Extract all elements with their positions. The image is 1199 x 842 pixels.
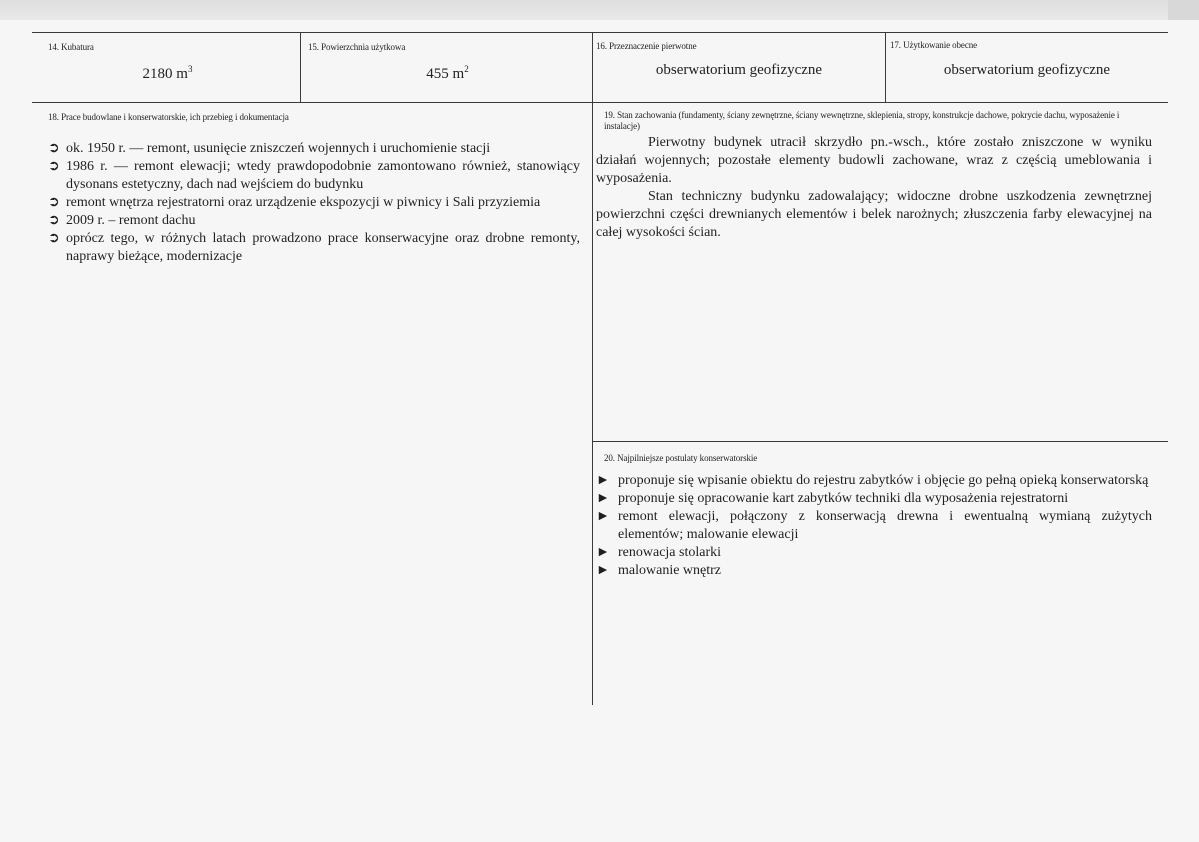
col-divider-1 xyxy=(300,32,301,102)
list-item: ► proponuje się opracowanie kart zabytków techniki dla wyposażenia rejestratorni xyxy=(596,491,1069,506)
triangle-right-icon: ► xyxy=(596,563,610,578)
curved-arrow-icon: ➲ xyxy=(48,159,60,174)
field-16-label: 16. Przeznaczenie pierwotne xyxy=(596,41,697,51)
triangle-right-icon: ► xyxy=(596,509,610,524)
list-item: ➲ oprócz tego, w różnych latach prowadzono prace konserwacyjne oraz drobne remonty, naprawy bieżące, modernizacje xyxy=(48,231,580,264)
triangle-right-icon: ► xyxy=(596,473,610,488)
field-15-label: 15. Powierzchnia użytkowa xyxy=(308,42,406,52)
field-16-value: obserwatorium geofizyczne xyxy=(655,62,823,78)
top-rule xyxy=(32,32,1168,33)
field-14-value: 2180 $m^3$ xyxy=(142,64,193,82)
scan-corner xyxy=(1168,0,1199,22)
field-19-label: 19. Stan zachowania (fundamenty, ściany zewnętrzne, ściany wewnętrzne, sklepienia, stropy, konstrukcje dachowe, pokrycie dachu, wyposażenie i instalacje) xyxy=(604,110,1120,131)
field-17-label: 17. Użytkowanie obecne xyxy=(890,40,978,50)
list-item: ► malowanie wnętrz xyxy=(596,563,722,578)
triangle-right-icon: ► xyxy=(596,491,610,506)
curved-arrow-icon: ➲ xyxy=(48,213,60,228)
field-14-label: 14. Kubatura xyxy=(48,42,94,52)
list-item: ➲ ok. 1950 r. — remont, usunięcie zniszczeń wojennych i uruchomienie stacji xyxy=(48,141,491,156)
field-19-text xyxy=(596,134,1152,242)
list-item: ► proponuje się wpisanie obiektu do rejestru zabytków i objęcie go pełną opieką konserwatorską xyxy=(596,473,1149,488)
field-20-label: 20. Najpilniejsze postulaty konserwatorskie xyxy=(604,453,758,463)
section-rule xyxy=(592,441,1168,442)
list-item: ➲ 1986 r. — remont elewacji; wtedy prawdopodobnie zamontowano również, stanowiący dysonans estetyczny, dach nad wejściem do budynku xyxy=(48,159,580,192)
paragraph: Stan techniczny budynku zadowalający; widoczne drobne uszkodzenia zewnętrznej powierzchni części drewnianych elementów i belek narożnych; złuszczenia farby elewacyjnej na całej wysokości ścian. xyxy=(596,189,1152,240)
list-item: ➲ remont wnętrza rejestratorni oraz urządzenie ekspozycji w piwnicy i Sali przyziemia xyxy=(48,195,541,210)
curved-arrow-icon: ➲ xyxy=(48,195,60,210)
list-item: ► renowacja stolarki xyxy=(596,545,722,560)
list-item: ➲ 2009 r. – remont dachu xyxy=(48,213,196,228)
scan-top-edge xyxy=(0,0,1199,20)
field-15-value: 455 $m^2$ xyxy=(426,64,469,82)
field-17-value: obserwatorium geofizyczne xyxy=(943,62,1111,78)
paragraph: Pierwotny budynek utracił skrzydło pn.-wsch., które zostało zniszczone w wyniku działań wojennych; pozostałe elementy budowli zachowane, wraz z częścią umeblowania i wyposażenia. xyxy=(596,135,1152,186)
curved-arrow-icon: ➲ xyxy=(48,231,60,246)
list-item: ► remont elewacji, połączony z konserwacją drewna i ewentualną wymianą zużytych elementów; malowanie elewacji xyxy=(596,509,1152,542)
field-18-label: 18. Prace budowlane i konserwatorskie, ich przebieg i dokumentacja xyxy=(48,112,289,122)
col-divider-main xyxy=(592,32,593,705)
field-18-list xyxy=(48,140,580,266)
triangle-right-icon: ► xyxy=(596,545,610,560)
row-rule xyxy=(32,102,1168,103)
field-20-list xyxy=(596,472,1152,580)
form-sheet xyxy=(0,20,1199,842)
curved-arrow-icon: ➲ xyxy=(48,141,60,156)
